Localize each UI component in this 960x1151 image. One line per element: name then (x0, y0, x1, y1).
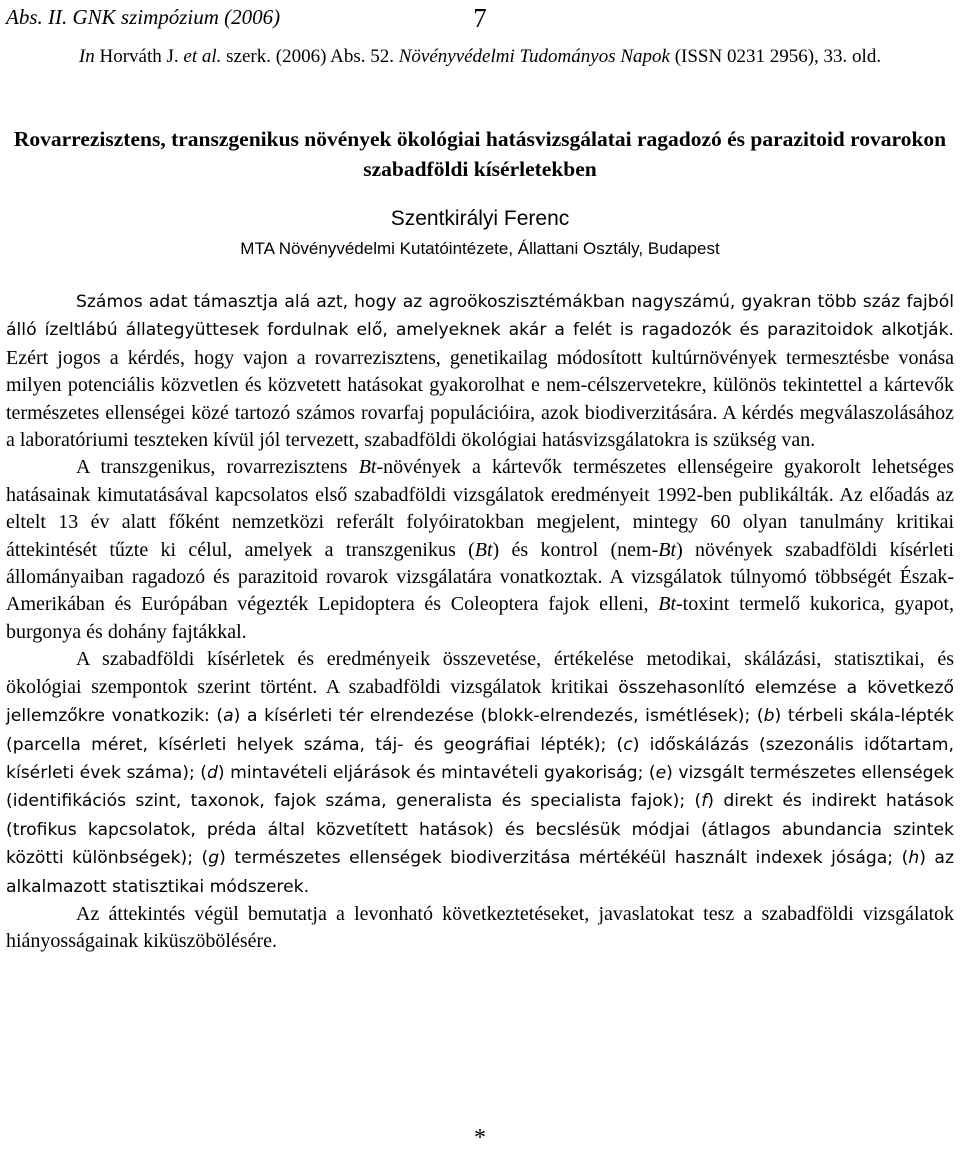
p3-item-letter: e (655, 762, 667, 783)
citation-in: In (78, 46, 95, 67)
abstract-paragraph-1 (6, 288, 954, 454)
p2-text-e: -toxint termelő kukorica, gyapot, burgonya és dohány fajtákkal. (6, 593, 954, 643)
p3-text: ) térbeli skála-lépték (parcella méret, kísérleti helyek száma, táj- és geográfiai lépték); ( (6, 706, 954, 755)
paper-title: Rovarrezisztens, transzgenikus növények ökológiai hatásvizsgálatai ragadozó és parazitoid rovarokon szabadföldi kísérletekben (13, 127, 947, 181)
paragraph-1-serif-run: Ezért jogos a kérdés, hogy vajon a rovarrezisztens, genetikailag módosított kultúrnövények termesztésbe vonása milyen potenciális közvetlen és közvetett hatásokat gyakorolhat e nem-célszervetekre, különös tekintettel a kártevők természetes ellenségei közé tartozó számos rovarfaj populációira, azok biodiverzitására. A kérdés megválaszolásához a laboratóriumi teszteken kívül jól tervezett, szabadföldi ökológiai hatásvizsgálatokra is szükség van. (6, 346, 954, 452)
p3-text: ) mintavételi eljárások és mintavételi gyakoriság; ( (217, 762, 656, 783)
paragraph-1-sans-run: Számos adat támasztja alá azt, hogy az agroökoszisztémákban nagyszámú, gyakran több száz fajból álló ízeltlábú állategyüttesek fordulnak elő, amelyeknek akár a felét is ragadozók és parazitoidok alkotják. (6, 292, 954, 341)
p3-item-letter: a (223, 706, 234, 727)
p3-text: ) természetes ellenségek biodiverzitása mértékéül használt indexek jósága; ( (219, 848, 909, 869)
p2-bt-italic: Bt (658, 538, 677, 561)
abstract-paragraph-4: Az áttekintés végül bemutatja a levonható következtetéseket, javaslatokat tesz a szabadföldi vizsgálatok hiányosságainak kiküszöbölésére. (6, 902, 954, 953)
citation-line (4, 45, 956, 69)
p3-text: összehasonlító elemzése a következő jellemzőkre vonatkozik: ( (6, 677, 954, 727)
author-affiliation: MTA Növényvédelmi Kutatóintézete, Állattani Osztály, Budapest (240, 239, 720, 258)
abstract-body (6, 288, 954, 956)
p2-bt-italic: Bt (474, 538, 493, 561)
p3-item-letter: h (908, 848, 920, 869)
author-name: Szentkirályi Ferenc (390, 207, 570, 230)
citation-etal: et al. (183, 46, 222, 67)
p3-text: ) a kísérleti tér elrendezése (blokk-elrendezés, ismétlések); ( (233, 706, 764, 727)
p2-text-b: -növények a kártevők természetes ellenségeire gyakorolt lehetséges hatásainak kimutatásával kapcsolatos első szabadföldi vizsgálatok eredményeit 1992-ben publikálták. Az előadás az eltelt 13 év alatt főként nemzetközi referált folyóiratokban megjelent, mintegy 60 olyan tanulmány kritikai áttekintését tűzte ki célul, amelyek a transzgenikus ( (6, 456, 954, 561)
p3-serif-run: A szabadföldi kísérletek és eredményeik összevetése, értékelése metodikai, skálázási, statisztikai, és ökológiai szempontok szerint történt. A szabadföldi vizsgálatok kritikai (6, 648, 954, 698)
p3-text: ) időskálázás (szezonális időtartam, kísérleti évek száma); ( (6, 734, 954, 783)
running-header: Abs. II. GNK szimpózium (2006) (6, 5, 281, 29)
p3-item-letter: g (208, 848, 220, 869)
citation-mid: szerk. (2006) Abs. 52. (221, 46, 399, 67)
page-number: 7 (473, 3, 487, 33)
p3-text: ) az alkalmazott statisztikai módszerek. (6, 848, 954, 897)
p2-text-d: ) növények szabadföldi kísérleti állományaiban ragadozó és parazitoid rovarok vizsgálatára vonatkoztak. A vizsgálatok túlnyomó többségét Észak-Amerikában és Európában végezték Lepidoptera és Coleoptera fajok elleni, (6, 538, 954, 616)
p3-item-letter: f (701, 791, 708, 812)
citation-journal: Növényvédelmi Tudományos Napok (398, 46, 670, 67)
abstract-paragraph-2 (6, 454, 954, 646)
p3-text: ) direkt és indirekt hatások (trofikus kapcsolatok, préda által közvetített hatások) és becslésük módjai (átlagos abundancia szintek közötti különbségek); ( (6, 791, 954, 869)
abstract-paragraph-3 (6, 646, 954, 901)
p3-item-letter: d (206, 762, 218, 783)
citation-tail: (ISSN 0231 2956), 33. old. (669, 46, 882, 67)
p2-text-a: A transzgenikus, rovarrezisztens (76, 456, 359, 479)
p3-item-letter: b (763, 706, 775, 727)
p3-text: ) vizsgált természetes ellenségek (identifikációs szint, taxonok, fajok száma, generalista és specialista fajok); ( (6, 762, 955, 812)
p3-item-letter: c (623, 734, 633, 755)
section-end-asterisk: * (474, 1125, 486, 1151)
p2-bt-italic: Bt (658, 593, 677, 616)
p2-bt-italic: Bt (358, 456, 377, 479)
p3-sans-run (6, 678, 954, 897)
p2-text-c: ) és kontrol (nem- (492, 538, 659, 561)
citation-authors: Horváth J. (94, 46, 184, 67)
